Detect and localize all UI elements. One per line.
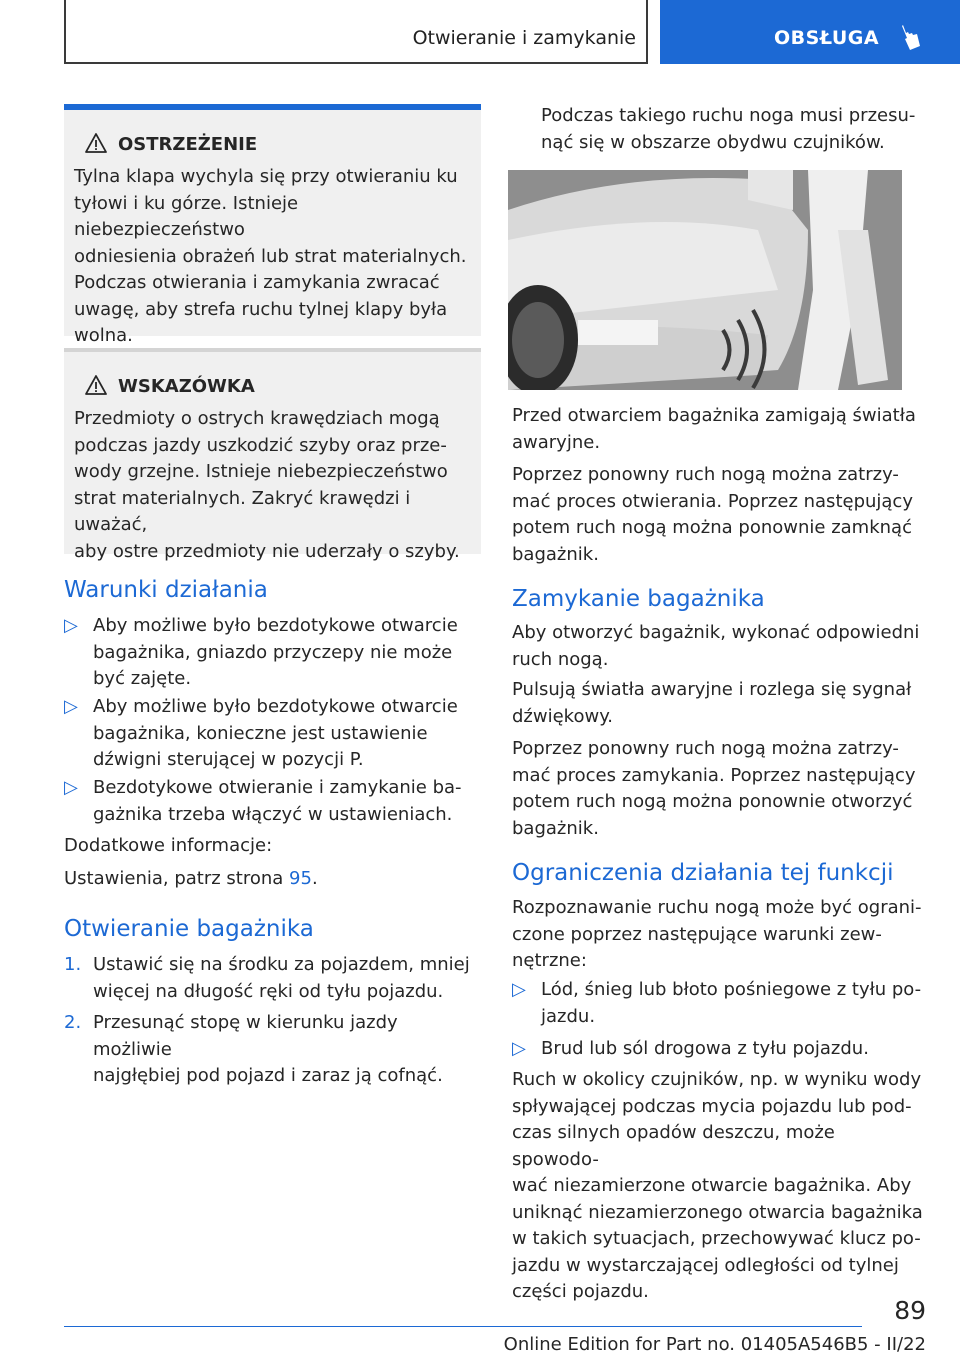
edition-label: Online Edition for Part no. 01405A546B5 - II/22	[503, 1334, 926, 1355]
paragraph-line: bagażnik.	[512, 817, 599, 839]
notice-line: podczas jazdy uszkodzić szyby oraz prze-	[74, 434, 447, 456]
hazard-lights-paragraph	[512, 403, 926, 456]
warning-line: tyłowi i ku górze. Istnieje niebezpieczeństwo	[74, 192, 299, 240]
section-title: Otwieranie i zamykanie	[412, 27, 636, 49]
paragraph-line: nętrzne:	[512, 950, 587, 971]
limits-heading: Ograniczenia działania tej funkcji	[512, 860, 894, 886]
step-number: 2.	[64, 1012, 82, 1033]
bullet-icon: ▷	[512, 1038, 526, 1059]
notice-text	[74, 406, 471, 565]
paragraph-line: dźwiękowy.	[512, 705, 613, 727]
list-item-line: być zajęte.	[93, 668, 192, 689]
closing-heading: Zamykanie bagażnika	[512, 586, 765, 612]
list-item-line: Bezdotykowe otwieranie i zamykanie ba-	[93, 777, 462, 798]
closing-paragraph-1	[512, 620, 926, 673]
paragraph-line: Poprzez ponowny ruch nogą można zatrzy-	[512, 738, 899, 759]
step-line: najgłębiej pod pojazd i zaraz ją cofnąć.	[93, 1065, 443, 1086]
paragraph-line: części pojazdu.	[512, 1281, 649, 1302]
closing-paragraph-3	[512, 736, 926, 842]
list-item-line: Aby możliwe było bezdotykowe otwarcie	[93, 615, 458, 636]
bullet-icon: ▷	[64, 696, 78, 717]
conditions-heading: Warunki działania	[64, 577, 268, 603]
notice-header	[74, 372, 471, 400]
step-number: 1.	[64, 954, 82, 975]
notice-box	[64, 348, 481, 562]
warning-line: uwagę, aby strefa ruchu tylnej klapy była	[74, 298, 448, 320]
paragraph-line: wać niezamierzone otwarcie bagażnika. Aby	[512, 1175, 912, 1196]
step-line: Przesunąć stopę w kierunku jazdy możliwie	[93, 1012, 398, 1060]
paragraph-line: potem ruch nogą można ponownie zamknąć	[512, 517, 912, 538]
list-item-line: Brud lub sól drogowa z tyłu pojazdu.	[541, 1038, 869, 1059]
opening-heading: Otwieranie bagażnika	[64, 916, 314, 942]
warning-line: Podczas otwierania i zamykania zwracać	[74, 272, 440, 293]
warning-triangle-icon	[84, 132, 108, 154]
page-link[interactable]: 95	[289, 868, 312, 889]
list-item-line: gażnika trzeba włączyć w ustawieniach.	[93, 803, 453, 825]
warning-line: Tylna klapa wychyla się przy otwieraniu ku	[74, 166, 458, 187]
paragraph-line: Ruch w okolicy czujników, np. w wyniku wody	[512, 1069, 922, 1090]
notice-line: strat materialnych. Zakryć krawędzi i uważać,	[74, 487, 411, 535]
notice-line: wody grzejne. Istnieje niebezpieczeństwo	[74, 461, 448, 482]
list-item-line: bagażnika, gniazdo przyczepy nie może	[93, 641, 453, 663]
stop-opening-paragraph	[512, 462, 926, 568]
step-line: Ustawić się na środku za pojazdem, mniej	[93, 954, 470, 975]
list-item-line: jazdu.	[541, 1005, 596, 1027]
list-item-line: dźwigni sterującej w pozycji P.	[93, 749, 364, 770]
limits-outro	[512, 1067, 926, 1306]
page-number: 89	[894, 1296, 926, 1325]
warning-text	[74, 164, 471, 350]
bullet-icon: ▷	[64, 777, 78, 798]
warning-line: wolna.	[74, 325, 133, 346]
closing-paragraph-2	[512, 677, 926, 730]
chapter-tab-label: OBSŁUGA	[774, 27, 880, 49]
limits-intro	[512, 895, 926, 975]
bullet-icon: ▷	[512, 979, 526, 1000]
warning-title: OSTRZEŻENIE	[118, 134, 258, 155]
paragraph-line: mać proces zamykania. Poprzez następujący	[512, 764, 916, 786]
footer-divider	[64, 1326, 862, 1327]
chapter-tab[interactable]	[660, 0, 960, 64]
warning-header	[74, 130, 471, 158]
paragraph-line: potem ruch nogą można ponownie otworzyć	[512, 791, 913, 812]
paragraph-line: uniknąć niezamierzonego otwarcia bagażnika	[512, 1201, 923, 1223]
settings-reference	[64, 866, 481, 893]
paragraph-line: ruch nogą.	[512, 648, 609, 670]
settings-reference-text: Ustawienia, patrz strona	[64, 868, 290, 889]
list-item-line: Aby możliwe było bezdotykowe otwarcie	[93, 696, 458, 717]
paragraph-line: czone poprzez następujące warunki zew-	[512, 923, 882, 945]
paragraph-line: w takich sytuacjach, przechowywać klucz po-	[512, 1228, 921, 1249]
intro-line: Podczas takiego ruchu noga musi przesu-	[541, 105, 916, 126]
list-item-line: Lód, śnieg lub błoto pośniegowe z tyłu po-	[541, 979, 922, 1000]
kick-sensor-illustration	[508, 170, 902, 390]
list-item-line: bagażnika, konieczne jest ustawienie	[93, 722, 428, 744]
paragraph-line: Aby otworzyć bagażnik, wykonać odpowiedni	[512, 622, 920, 643]
paragraph-line: spływającej podczas mycia pojazdu lub pod-	[512, 1095, 912, 1117]
paragraph-line: jazdu w wystarczającej odległości od tylnej	[512, 1254, 899, 1276]
step-line: więcej na długość ręki od tyłu pojazdu.	[93, 980, 444, 1002]
paragraph-line: Pulsują światła awaryjne i rozlega się sygnał	[512, 679, 912, 700]
paragraph-line: awaryjne.	[512, 431, 601, 453]
paragraph-line: czas silnych opadów deszczu, może spowodo-	[512, 1122, 835, 1170]
warning-line: odniesienia obrażeń lub strat materialnych.	[74, 245, 467, 267]
paragraph-line: mać proces otwierania. Poprzez następujący	[512, 490, 913, 512]
paragraph-line: Przed otwarciem bagażnika zamigają światła	[512, 405, 916, 426]
more-info-label: Dodatkowe informacje:	[64, 835, 273, 856]
notice-line: Przedmioty o ostrych krawędziach mogą	[74, 408, 440, 429]
bullet-icon: ▷	[64, 615, 78, 636]
hand-pointer-icon	[896, 22, 926, 56]
paragraph-line: bagażnik.	[512, 543, 599, 565]
paragraph-line: Rozpoznawanie ruchu nogą może być ograni-	[512, 897, 922, 918]
notice-title: WSKAZÓWKA	[118, 376, 255, 397]
intro-line: nąć się w obszarze obydwu czujników.	[541, 131, 885, 153]
settings-reference-suffix: .	[311, 868, 318, 889]
paragraph-line: Poprzez ponowny ruch nogą można zatrzy-	[512, 464, 899, 485]
warning-box	[64, 104, 481, 346]
car-rear-illustration	[508, 170, 902, 390]
intro-paragraph	[541, 103, 941, 156]
warning-triangle-icon	[84, 374, 108, 396]
notice-line: aby ostre przedmioty nie uderzały o szyby.	[74, 540, 460, 562]
